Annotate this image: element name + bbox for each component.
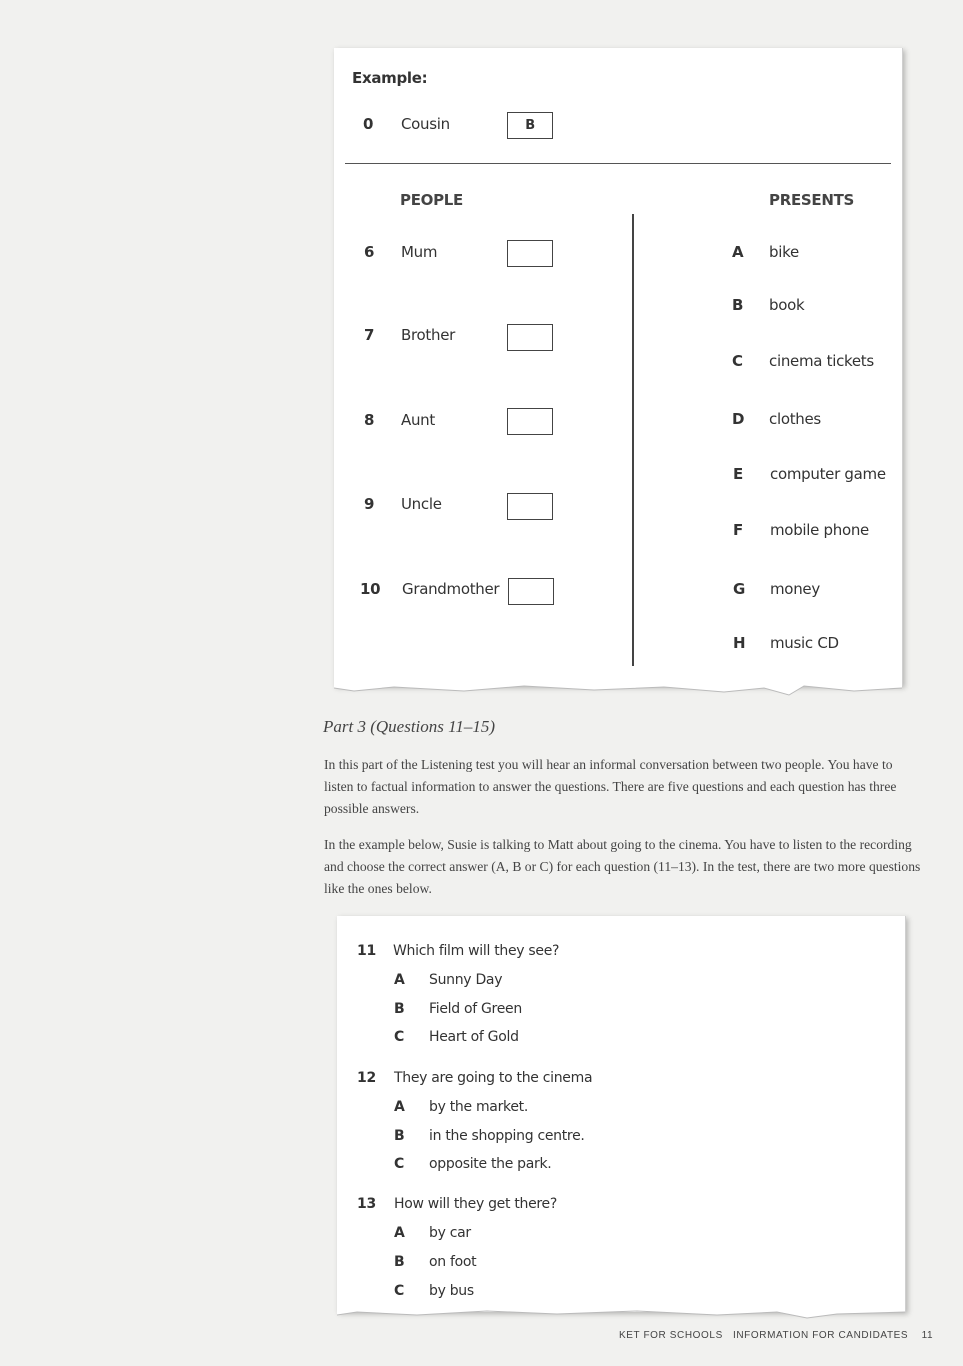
option-letter: B — [394, 1001, 405, 1017]
people-number: 6 — [364, 243, 375, 261]
people-header: PEOPLE — [400, 191, 463, 209]
example-person: Cousin — [401, 115, 450, 133]
people-name: Grandmother — [402, 580, 500, 598]
answer-box-9[interactable] — [507, 493, 553, 520]
option-letter: C — [394, 1283, 404, 1299]
part3-intro-paragraph: In this part of the Listening test you will hear an informal conversation between two people. You have to listen to factual information to answer the questions. There are five questions and each question has three possible answers. — [324, 757, 897, 816]
present-item: computer game — [770, 465, 886, 483]
present-letter: H — [733, 634, 746, 652]
option-text[interactable]: Field of Green — [429, 1001, 522, 1017]
answer-box-7[interactable] — [507, 324, 553, 351]
question-number: 11 — [357, 943, 376, 959]
option-text[interactable]: by the market. — [429, 1099, 528, 1115]
present-item: mobile phone — [770, 521, 869, 539]
question-number: 13 — [357, 1196, 376, 1212]
part3-heading: Part 3 (Questions 11–15) — [323, 717, 496, 736]
people-name: Aunt — [401, 411, 435, 429]
example-number: 0 — [363, 115, 374, 133]
people-number: 10 — [360, 580, 381, 598]
example-label: Example: — [352, 69, 428, 87]
page-number: 11 — [921, 1330, 934, 1341]
page-footer — [619, 1330, 933, 1341]
option-letter: C — [394, 1029, 404, 1045]
option-letter: A — [394, 1225, 405, 1241]
people-number: 8 — [364, 411, 375, 429]
option-text[interactable]: Heart of Gold — [429, 1029, 519, 1045]
example-divider — [345, 163, 891, 164]
present-item: music CD — [770, 634, 839, 652]
matching-task-panel — [334, 48, 903, 686]
question-text: How will they get there? — [394, 1196, 557, 1212]
footer-title: KET FOR SCHOOLS INFORMATION FOR CANDIDATES — [619, 1330, 909, 1341]
people-name: Uncle — [401, 495, 442, 513]
present-letter: E — [733, 465, 743, 483]
column-divider — [632, 214, 634, 666]
people-number: 7 — [364, 326, 375, 344]
present-letter: G — [733, 580, 746, 598]
answer-box-6[interactable] — [507, 240, 553, 267]
present-letter: A — [732, 243, 744, 261]
option-text[interactable]: in the shopping centre. — [429, 1128, 585, 1144]
question-number: 12 — [357, 1070, 376, 1086]
people-name: Brother — [401, 326, 455, 344]
option-text[interactable]: Sunny Day — [429, 972, 503, 988]
presents-header: PRESENTS — [769, 191, 855, 209]
answer-box-10[interactable] — [508, 578, 554, 605]
present-item: clothes — [769, 410, 821, 428]
torn-edge — [334, 682, 902, 696]
option-text[interactable]: by bus — [429, 1283, 474, 1299]
option-letter: A — [394, 1099, 405, 1115]
present-item: cinema tickets — [769, 352, 874, 370]
present-letter: C — [732, 352, 743, 370]
option-letter: A — [394, 972, 405, 988]
present-item: bike — [769, 243, 799, 261]
answer-box-8[interactable] — [507, 408, 553, 435]
present-item: book — [769, 296, 805, 314]
present-letter: B — [732, 296, 744, 314]
present-letter: D — [732, 410, 745, 428]
option-letter: C — [394, 1156, 404, 1172]
present-letter: F — [733, 521, 743, 539]
part3-example-paragraph: In the example below, Susie is talking to Matt about going to the cinema. You have to listen to the recording and choose the correct answer (A, B or C) for each question (11–13). In the test, there are two more questions like the ones below. — [324, 837, 921, 896]
people-name: Mum — [401, 243, 438, 261]
torn-edge — [337, 1308, 905, 1322]
question-text: Which film will they see? — [393, 943, 560, 959]
option-letter: B — [394, 1128, 405, 1144]
option-text[interactable]: on foot — [429, 1254, 477, 1270]
option-text[interactable]: by car — [429, 1225, 471, 1241]
question-text: They are going to the cinema — [394, 1070, 593, 1086]
option-letter: B — [394, 1254, 405, 1270]
multiple-choice-panel — [337, 916, 906, 1312]
option-text[interactable]: opposite the park. — [429, 1156, 552, 1172]
example-answer-box: B — [507, 112, 553, 139]
people-number: 9 — [364, 495, 375, 513]
present-item: money — [770, 580, 820, 598]
